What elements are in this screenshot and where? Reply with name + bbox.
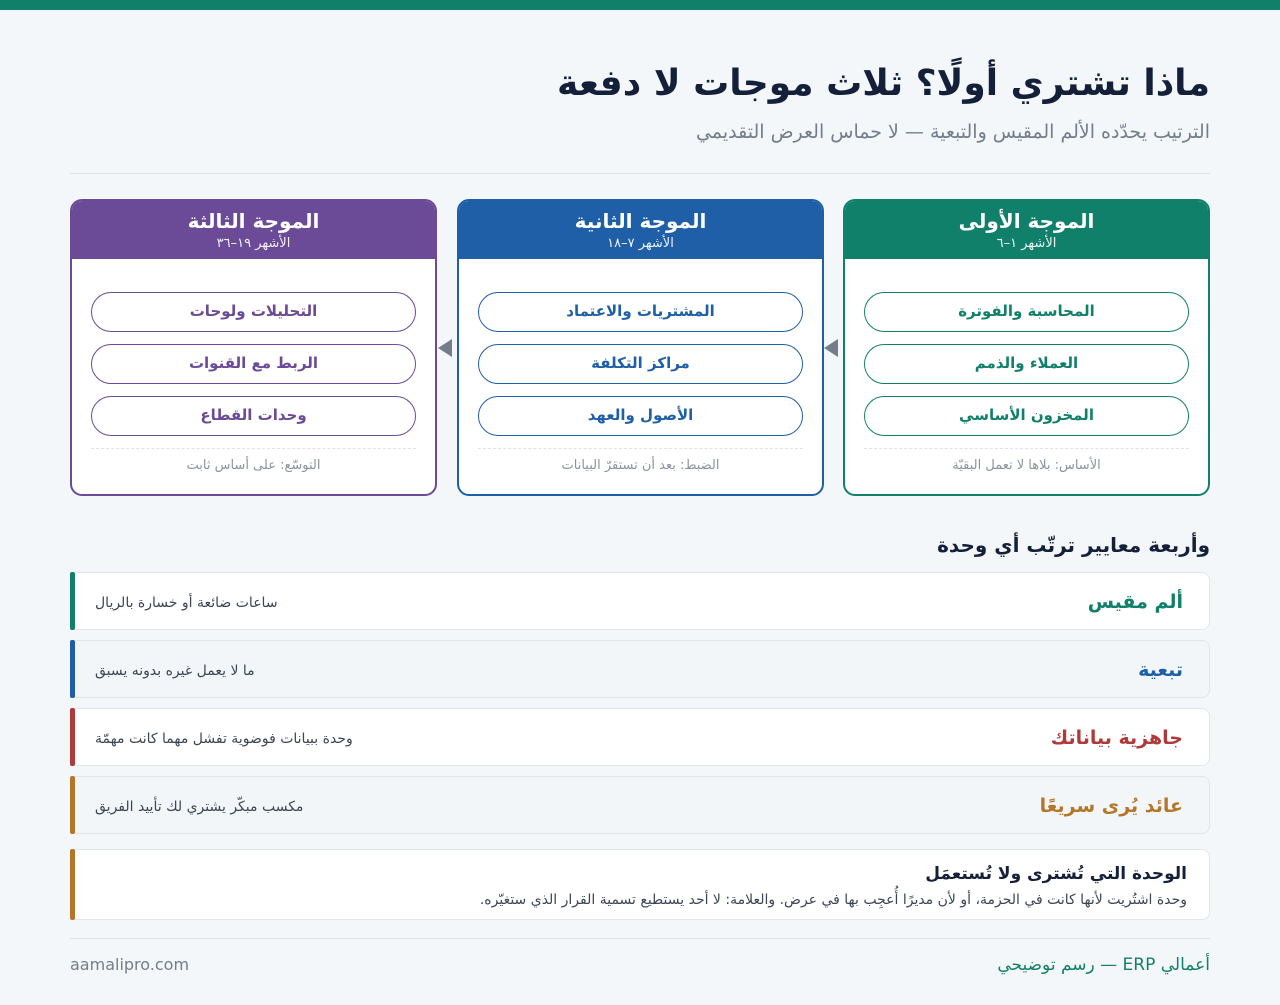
- criterion-row: [70, 640, 1210, 698]
- waves-diagram: [70, 199, 1210, 497]
- accent-bar: [70, 849, 75, 920]
- accent-bar: [70, 776, 75, 834]
- arrow-left-icon: [824, 339, 838, 357]
- warning-title: الوحدة التي تُشترى ولا تُستعمَل: [925, 864, 1187, 884]
- wave-card-1: [843, 199, 1210, 496]
- accent-bar: [70, 572, 75, 630]
- wave-name: الموجة الثالثة: [187, 209, 320, 233]
- module-pill: المشتريات والاعتماد: [478, 292, 803, 332]
- wave-header-2: [459, 201, 822, 259]
- warning-callout: [70, 849, 1210, 920]
- wave-months: الأشهر ١–٦: [996, 236, 1057, 251]
- module-pill: المحاسبة والفوترة: [864, 292, 1189, 332]
- footer-credit: أعمالي ERP — رسم توضيحي: [997, 955, 1210, 975]
- module-pill: التحليلات ولوحات: [91, 292, 416, 332]
- criterion-name: جاهزية بياناتك: [1050, 727, 1183, 749]
- criterion-row: [70, 776, 1210, 834]
- criteria-section-title: وأربعة معايير ترتّب أي وحدة: [937, 533, 1210, 557]
- wave-note: الضبط: بعد أن تستقرّ البيانات: [478, 448, 803, 473]
- accent-bar: [70, 708, 75, 766]
- footer-site: aamalipro.com: [70, 955, 190, 974]
- module-pill: مراكز التكلفة: [478, 344, 803, 384]
- wave-card-3: [70, 199, 437, 496]
- wave-name: الموجة الثانية: [574, 209, 707, 233]
- wave-note: التوسّع: على أساس ثابت: [91, 448, 416, 473]
- criterion-name: تبعية: [1138, 659, 1183, 681]
- criterion-row: [70, 572, 1210, 630]
- module-pill: العملاء والذمم: [864, 344, 1189, 384]
- criterion-name: ألم مقيس: [1087, 591, 1183, 613]
- header-divider: [70, 173, 1210, 174]
- criterion-description: ساعات ضائعة أو خسارة بالريال: [95, 595, 278, 611]
- page-header: [70, 58, 1210, 146]
- module-pill: الربط مع القنوات: [91, 344, 416, 384]
- criterion-row: [70, 708, 1210, 766]
- arrow-left-icon: [438, 339, 452, 357]
- wave-months: الأشهر ٧–١٨: [607, 236, 674, 251]
- page-title: ماذا تشتري أولًا؟ ثلاث موجات لا دفعة: [557, 63, 1210, 104]
- wave-card-2: [457, 199, 824, 496]
- module-pill: الأصول والعهد: [478, 396, 803, 436]
- wave-months: الأشهر ١٩–٣٦: [216, 236, 291, 251]
- criterion-description: وحدة ببيانات فوضوية تفشل مهما كانت مهمّة: [95, 731, 353, 747]
- warning-body: وحدة اشتُريت لأنها كانت في الحزمة، أو لأن مديرًا أُعجِب بها في عرض. والعلامة: لا أحد يستطيع تسمية القرار الذي ستغيّره.: [479, 892, 1187, 908]
- wave-header-3: [72, 201, 435, 259]
- criteria-list: [70, 572, 1210, 844]
- wave-header-1: [845, 201, 1208, 259]
- page-subtitle: الترتيب يحدّده الألم المقيس والتبعية — لا حماس العرض التقديمي: [696, 121, 1210, 143]
- module-pill: وحدات القطاع: [91, 396, 416, 436]
- wave-note: الأساس: بلاها لا تعمل البقيّة: [864, 448, 1189, 473]
- accent-bar: [70, 640, 75, 698]
- module-pill: المخزون الأساسي: [864, 396, 1189, 436]
- criterion-description: ما لا يعمل غيره بدونه يسبق: [95, 663, 255, 679]
- footer-divider: [70, 938, 1210, 939]
- top-accent-bar: [0, 0, 1280, 10]
- criterion-description: مكسب مبكّر يشتري لك تأييد الفريق: [95, 799, 304, 815]
- wave-name: الموجة الأولى: [958, 209, 1095, 233]
- criterion-name: عائد يُرى سريعًا: [1039, 795, 1183, 817]
